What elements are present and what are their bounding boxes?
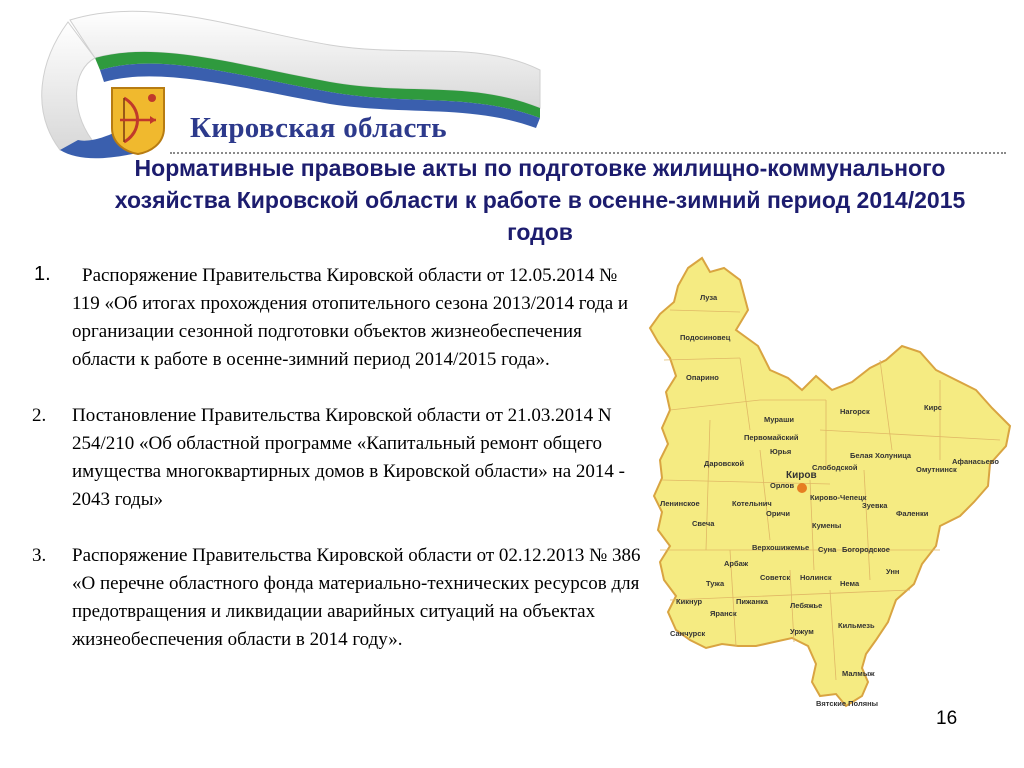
page-title: Нормативные правовые акты по подготовке жилищно-коммунального хозяйства Кировской области к работе в осенне-зимний период 2014/2015 годов xyxy=(114,155,966,245)
svg-text:Санчурск: Санчурск xyxy=(670,629,706,638)
svg-text:Советск: Советск xyxy=(760,573,791,582)
svg-text:Кумены: Кумены xyxy=(812,521,842,530)
region-map xyxy=(640,250,1018,722)
list-item-number: 1. xyxy=(34,263,51,285)
svg-text:Даровской: Даровской xyxy=(704,459,745,468)
svg-text:Пижанка: Пижанка xyxy=(736,597,769,606)
svg-text:Арбаж: Арбаж xyxy=(724,559,749,568)
svg-text:Первомайский: Первомайский xyxy=(744,433,799,442)
svg-text:Верхошижемье: Верхошижемье xyxy=(752,543,810,552)
svg-text:Нема: Нема xyxy=(840,579,860,588)
svg-text:Кильмезь: Кильмезь xyxy=(838,621,875,630)
list-item-text: Постановление Правительства Кировской области от 21.03.2014 N 254/210 «Об областной программе «Капитальный ремонт общего имущества многоквартирных домов в Кировской области» на 2014 - 2043 годы» xyxy=(72,405,625,510)
svg-text:Суна: Суна xyxy=(818,545,837,554)
list-item-number: 3. xyxy=(32,545,47,566)
coat-of-arms-icon xyxy=(108,84,168,156)
region-name: Кировская область xyxy=(190,112,447,144)
svg-text:Кирово-Чепецк: Кирово-Чепецк xyxy=(810,493,867,502)
svg-text:Свеча: Свеча xyxy=(692,519,715,528)
svg-text:Орлов: Орлов xyxy=(770,481,795,490)
svg-text:Подосиновец: Подосиновец xyxy=(680,333,731,342)
page-number: 16 xyxy=(936,708,958,729)
svg-text:Малмыж: Малмыж xyxy=(842,669,875,678)
svg-text:Оричи: Оричи xyxy=(766,509,790,518)
svg-text:Фаленки: Фаленки xyxy=(896,509,929,518)
svg-text:Котельнич: Котельнич xyxy=(732,499,772,508)
svg-text:Слободской: Слободской xyxy=(812,463,858,472)
list-item-text: Распоряжение Правительства Кировской области от 02.12.2013 № 386 «О перечне областного фонда материально-технических ресурсов для предотвращения и ликвидации аварийных ситуаций на объектах жизнеобеспечения области в 2014 году». xyxy=(72,545,641,650)
svg-text:Богородское: Богородское xyxy=(842,545,890,554)
svg-text:Белая Холуница: Белая Холуница xyxy=(850,451,912,460)
list-item xyxy=(32,542,642,654)
svg-text:Афанасьево: Афанасьево xyxy=(952,457,999,466)
documents-list xyxy=(32,262,642,654)
list-item xyxy=(32,262,642,374)
svg-text:Ленинское: Ленинское xyxy=(660,499,700,508)
svg-text:Яранск: Яранск xyxy=(710,609,737,618)
svg-text:Нагорск: Нагорск xyxy=(840,407,870,416)
svg-text:Опарино: Опарино xyxy=(686,373,719,382)
svg-text:Мураши: Мураши xyxy=(764,415,794,424)
region-outline xyxy=(650,258,1010,706)
svg-text:Вятские Поляны: Вятские Поляны xyxy=(816,699,879,708)
svg-text:Кирс: Кирс xyxy=(924,403,942,412)
svg-text:Лебяжье: Лебяжье xyxy=(790,601,823,610)
svg-text:Луза: Луза xyxy=(700,293,718,302)
svg-text:Кикнур: Кикнур xyxy=(676,597,703,606)
svg-text:Омутнинск: Омутнинск xyxy=(916,465,957,474)
svg-text:Уржум: Уржум xyxy=(790,627,814,636)
list-item xyxy=(32,402,642,514)
svg-text:Унн: Унн xyxy=(886,567,900,576)
svg-text:Киров: Киров xyxy=(786,470,817,481)
svg-text:Нолинск: Нолинск xyxy=(800,573,832,582)
svg-text:Зуевка: Зуевка xyxy=(862,501,888,510)
list-item-text: Распоряжение Правительства Кировской области от 12.05.2014 № 119 «Об итогах прохождения отопительного сезона 2013/2014 года и организации сезонной подготовки объектов жизнеобеспечения области к работе в осенне-зимний период 2014/2015 года». xyxy=(72,265,629,370)
list-item-number: 2. xyxy=(32,405,47,426)
svg-text:Юрья: Юрья xyxy=(770,447,792,456)
svg-text:Тужа: Тужа xyxy=(706,579,725,588)
